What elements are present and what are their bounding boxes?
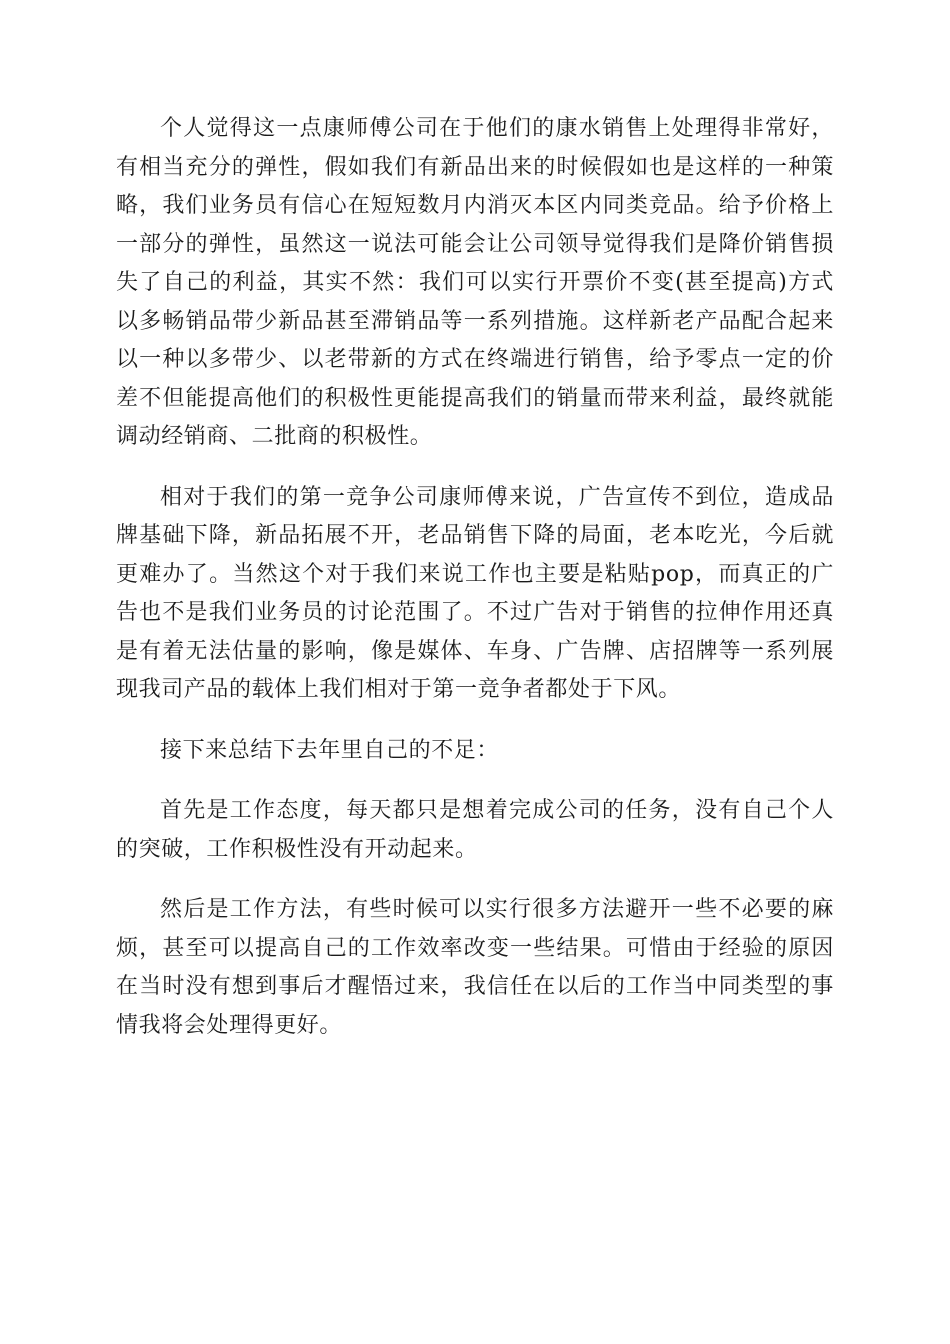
paragraph-work-method: 然后是工作方法，有些时候可以实行很多方法避开一些不必要的麻烦，甚至可以提高自己的工作效率改变一些结果。可惜由于经验的原因在当时没有想到事后才醒悟过来，我信任在以后的工作当中同类型的事情我将会处理得更好。 xyxy=(116,897,834,1038)
paragraph-shortcomings-intro: 接下来总结下去年里自己的不足： xyxy=(160,737,500,763)
document-body xyxy=(116,110,834,1067)
paragraph-pricing-flexibility: 个人觉得这一点康师傅公司在于他们的康水销售上处理得非常好，有相当充分的弹性，假如我们有新品出来的时候假如也是这样的一种策略，我们业务员有信心在短短数月内消灭本区内同类竞品。给予价格上一部分的弹性，虽然这一说法可能会让公司领导觉得我们是降价销售损失了自己的利益，其实不然：我们可以实行开票价不变(甚至提高)方式以多畅销品带少新品甚至滞销品等一系列措施。这样新老产品配合起来以一种以多带少、以老带新的方式在终端进行销售，给予零点一定的价差不但能提高他们的积极性更能提高我们的销量而带来利益，最终就能调动经销商、二批商的积极性。 xyxy=(116,116,834,449)
paragraph-work-attitude: 首先是工作态度，每天都只是想着完成公司的任务，没有自己个人的突破，工作积极性没有开动起来。 xyxy=(116,798,834,862)
paragraph-advertising: 相对于我们的第一竞争公司康师傅来说，广告宣传不到位，造成品牌基础下降，新品拓展不开，老品销售下降的局面，老本吃光，今后就更难办了。当然这个对于我们来说工作也主要是粘贴pop，而真正的广告也不是我们业务员的讨论范围了。不过广告对于销售的拉伸作用还真是有着无法估量的影响，像是媒体、车身、广告牌、店招牌等一系列展现我司产品的载体上我们相对于第一竞争者都处于下风。 xyxy=(116,484,834,702)
